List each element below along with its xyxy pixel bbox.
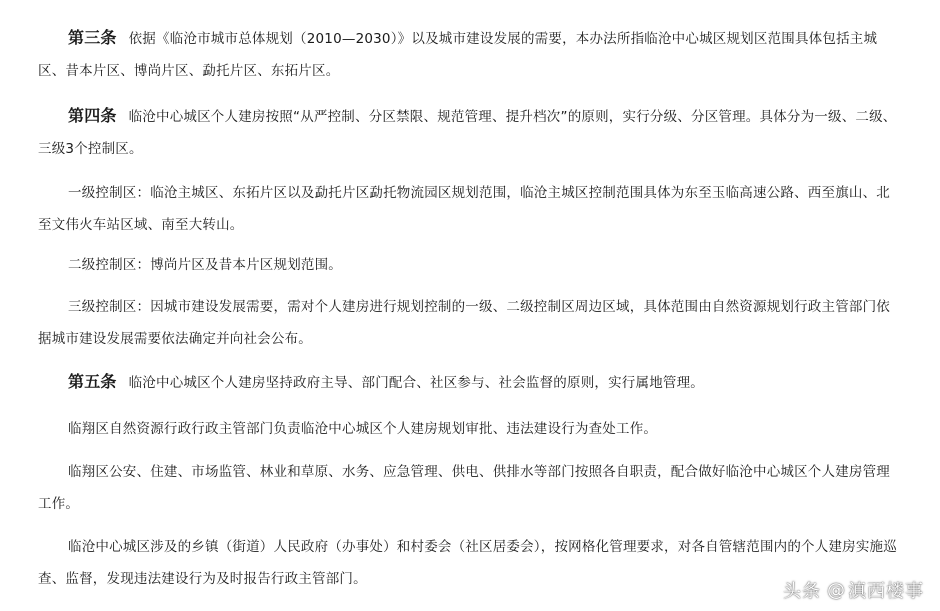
article-heading: 第三条 bbox=[68, 28, 117, 47]
paragraph-level-1-zone bbox=[38, 177, 898, 241]
article-heading: 第四条 bbox=[68, 106, 117, 125]
watermark bbox=[783, 577, 924, 603]
paragraph-article-5 bbox=[38, 366, 898, 399]
paragraph-article-4 bbox=[38, 100, 898, 165]
paragraph-linxiang-departments bbox=[38, 456, 898, 520]
paragraph-article-3 bbox=[38, 22, 898, 87]
paragraph-text: 临沧中心城区个人建房坚持政府主导、部门配合、社区参与、社会监督的原则，实行属地管理。 bbox=[128, 375, 705, 391]
paragraph-text: 临沧中心城区个人建房按照“从严控制、分区禁限、规范管理、提升档次”的原则，实行分级、分区管理。具体分为一级、二级、三级3个控制区。 bbox=[38, 109, 897, 157]
paragraph-text: 临翔区公安、住建、市场监管、林业和草原、水务、应急管理、供电、供排水等部门按照各自职责，配合做好临沧中心城区个人建房管理工作。 bbox=[38, 464, 890, 512]
paragraph-level-3-zone bbox=[38, 291, 898, 355]
paragraph-level-2-zone bbox=[38, 249, 898, 281]
watermark-at: @ bbox=[827, 579, 846, 601]
paragraph-text: 临沧中心城区涉及的乡镇（街道）人民政府（办事处）和村委会（社区居委会），按网格化管理要求，对各自管辖范围内的个人建房实施巡查、监督，发现违法建设行为及时报告行政主管部门。 bbox=[38, 539, 897, 587]
watermark-name: 滇西楼事 bbox=[848, 581, 924, 602]
paragraph-text: 临翔区自然资源行政行政主管部门负责临沧中心城区个人建房规划审批、违法建设行为查处工作。 bbox=[68, 421, 658, 437]
paragraph-text: 依据《临沧市城市总体规划（2010—2030）》以及城市建设发展的需要，本办法所指临沧中心城区规划区范围具体包括主城区、昔本片区、博尚片区、勐托片区、东拓片区。 bbox=[38, 31, 878, 79]
watermark-prefix: 头条 bbox=[783, 581, 821, 602]
paragraph-linxiang-resources bbox=[38, 413, 898, 445]
paragraph-text: 三级控制区：因城市建设发展需要，需对个人建房进行规划控制的一级、二级控制区周边区域，具体范围由自然资源规划行政主管部门依据城市建设发展需要依法确定并向社会公布。 bbox=[38, 299, 890, 347]
paragraph-text: 二级控制区：博尚片区及昔本片区规划范围。 bbox=[68, 257, 342, 273]
paragraph-text: 一级控制区：临沧主城区、东拓片区以及勐托片区勐托物流园区规划范围，临沧主城区控制范围具体为东至玉临高速公路、西至旗山、北至文伟火车站区域、南至大转山。 bbox=[38, 185, 890, 233]
article-heading: 第五条 bbox=[68, 372, 117, 391]
paragraph-township-grid bbox=[38, 531, 898, 595]
